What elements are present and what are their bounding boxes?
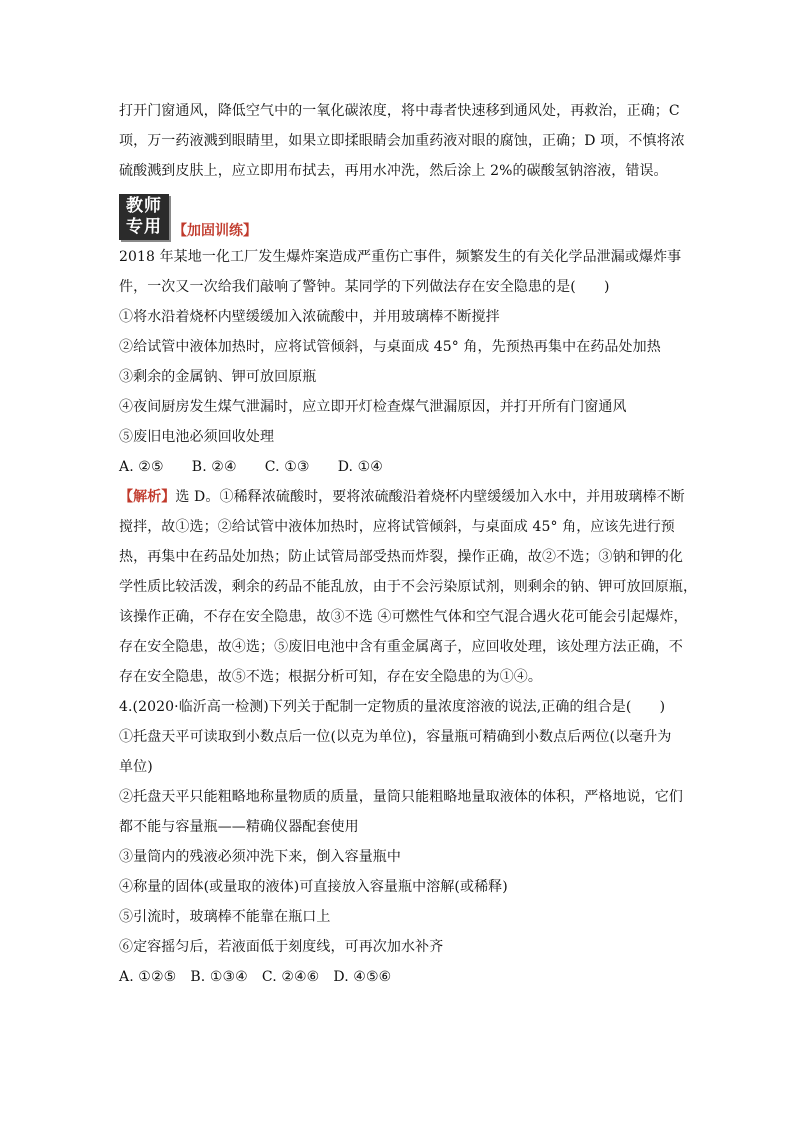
question-item: 都不能与容量瓶——精确仪器配套使用	[119, 819, 359, 835]
question-item: ③剩余的金属钠、钾可放回原瓶	[119, 369, 317, 385]
analysis-line: 该操作正确，不存在安全隐患，故③不选 ④可燃性气体和空气混合遇火花可能会引起爆炸，	[119, 609, 688, 625]
teacher-only-badge-icon: 教师 专用	[119, 194, 169, 240]
intro-paragraph	[119, 96, 685, 186]
analysis-line: 搅拌，故①选；②给试管中液体加热时，应将试管倾斜，与桌面成 45° 角，应该先进行预	[119, 519, 675, 535]
question-stem-line: 件，一次又一次给我们敲响了警钟。某同学的下列做法存在安全隐患的是( )	[119, 279, 610, 295]
question-item: ⑥定容摇匀后，若液面低于刻度线，可再次加水补齐	[119, 939, 444, 955]
question-item: ②托盘天平只能粗略地称量物质的质量，量筒只能粗略地量取液体的体积，严格地说，它们	[119, 789, 683, 805]
text-line: 项，万一药液溅到眼睛里，如果立即揉眼睛会加重药液对眼的腐蚀，正确；D 项，不慎将浓	[119, 133, 685, 149]
question-item: ⑤废旧电池必须回收处理	[119, 429, 275, 445]
question-stem-line: 4.(2020·临沂高一检测)下列关于配制一定物质的量浓度溶液的说法,正确的组合是( )	[119, 699, 666, 715]
question-item: ②给试管中液体加热时，应将试管倾斜，与桌面成 45° 角，先预热再集中在药品处加热	[119, 339, 661, 355]
answer-options: A. ①②⑤ B. ①③④ C. ②④⑥ D. ④⑤⑥	[119, 969, 392, 985]
text-line: 硫酸溅到皮肤上，应立即用布拭去，再用水冲洗，然后涂上 2%的碳酸氢钠溶液，错误。	[119, 163, 668, 179]
question-item: ①将水沿着烧杯内壁缓缓加入浓硫酸中，并用玻璃棒不断搅拌	[119, 309, 500, 325]
analysis-line: 存在安全隐患，故④选；⑤废旧电池中含有重金属离子，应回收处理，该处理方法正确，不	[119, 639, 683, 655]
question-item: ④称量的固体(或量取的液体)可直接放入容量瓶中溶解(或稀释)	[119, 879, 508, 895]
analysis-tag: 【解析】	[119, 489, 176, 505]
teacher-section-header	[119, 190, 679, 240]
question-3	[119, 242, 698, 692]
analysis-line: 学性质比较活泼，剩余的药品不能乱放，由于不会污染原试剂，则剩余的钠、钾可放回原瓶，	[119, 579, 698, 595]
question-item: ⑤引流时，玻璃棒不能靠在瓶口上	[119, 909, 331, 925]
question-stem-line: 2018 年某地一化工厂发生爆炸案造成严重伤亡事件，频繁发生的有关化学品泄漏或爆炸事	[119, 249, 682, 265]
section-title: 【加固训练】	[173, 223, 257, 239]
analysis-line	[119, 482, 685, 512]
question-item: ③量筒内的残液必须冲洗下来，倒入容量瓶中	[119, 849, 401, 865]
question-item: ④夜间厨房发生煤气泄漏时，应立即开灯检查煤气泄漏原因，并打开所有门窗通风	[119, 399, 627, 415]
question-item: 单位)	[119, 759, 153, 775]
answer-options: A. ②⑤ B. ②④ C. ①③ D. ①④	[119, 459, 383, 475]
document-page	[119, 96, 698, 992]
text-line: 打开门窗通风，降低空气中的一氧化碳浓度，将中毒者快速移到通风处，再救治，正确；C	[119, 103, 680, 119]
analysis-line: 热，再集中在药品处加热；防止试管局部受热而炸裂，操作正确，故②不选；③钠和钾的化	[119, 549, 683, 565]
question-4	[119, 692, 683, 992]
analysis-text: 选 D。①稀释浓硫酸时，要将浓硫酸沿着烧杯内壁缓缓加入水中，并用玻璃棒不断	[175, 489, 685, 505]
analysis-line: 存在安全隐患，故⑤不选；根据分析可知，存在安全隐患的为①④。	[119, 669, 542, 685]
question-item: ①托盘天平可读取到小数点后一位(以克为单位)，容量瓶可精确到小数点后两位(以毫升为	[119, 729, 672, 745]
